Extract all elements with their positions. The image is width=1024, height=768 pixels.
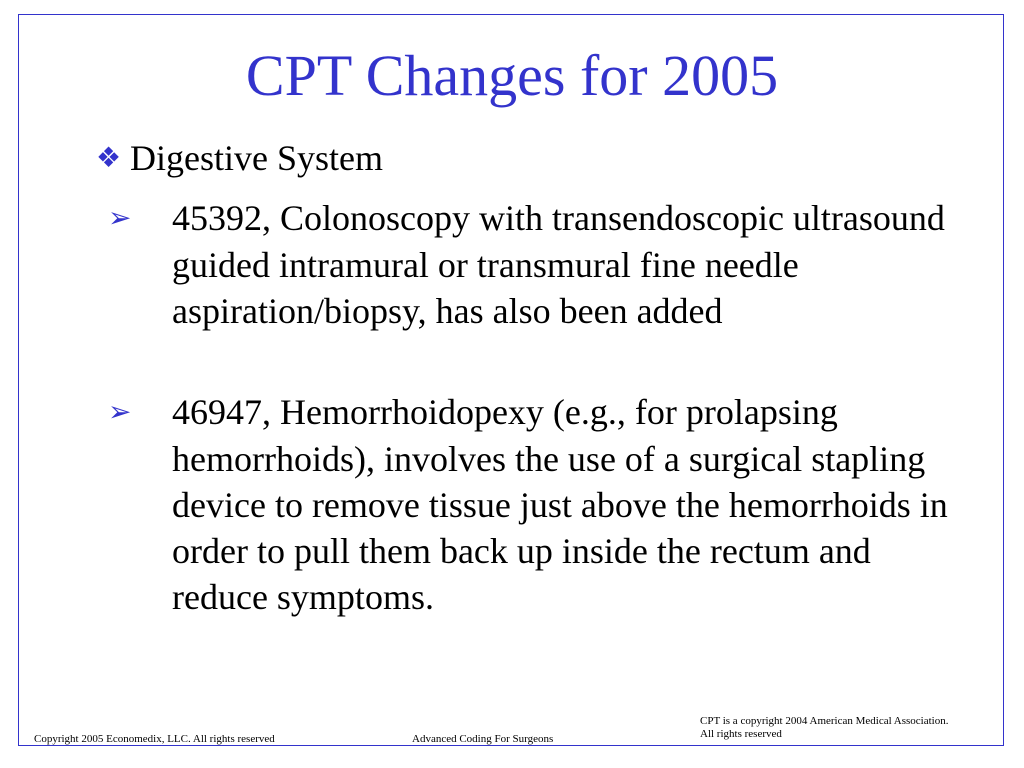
list-item-text: 46947, Hemorrhoidopexy (e.g., for prolapsing hemorrhoids), involves the use of a surgical stapling device to remove tissue just above the hemorrhoids in order to pull them back up inside the rectum and reduce symptoms. bbox=[172, 392, 948, 617]
footer-cpt-notice bbox=[700, 715, 1000, 741]
slide-title: CPT Changes for 2005 bbox=[245, 43, 779, 108]
arrow-bullet-icon: ➢ bbox=[108, 203, 132, 234]
diamond-bullet-icon: ❖ bbox=[96, 143, 122, 174]
footer-copyright: Copyright 2005 Economedix, LLC. All rights reserved bbox=[34, 733, 275, 745]
footer-cpt-notice-line1: CPT is a copyright 2004 American Medical Association. bbox=[700, 715, 949, 727]
footer-cpt-notice-line2: All rights reserved bbox=[700, 728, 782, 740]
section-heading: Digestive System bbox=[130, 138, 383, 178]
list-item bbox=[108, 389, 972, 620]
section-heading-row bbox=[96, 136, 383, 181]
footer-course-title: Advanced Coding For Surgeons bbox=[412, 733, 554, 745]
slide-border bbox=[18, 14, 1004, 746]
list-item-text: 45392, Colonoscopy with transendoscopic ultrasound guided intramural or transmural fine needle aspiration/biopsy, has also been added bbox=[172, 198, 945, 331]
arrow-bullet-icon: ➢ bbox=[108, 397, 132, 428]
list-item bbox=[108, 195, 972, 334]
